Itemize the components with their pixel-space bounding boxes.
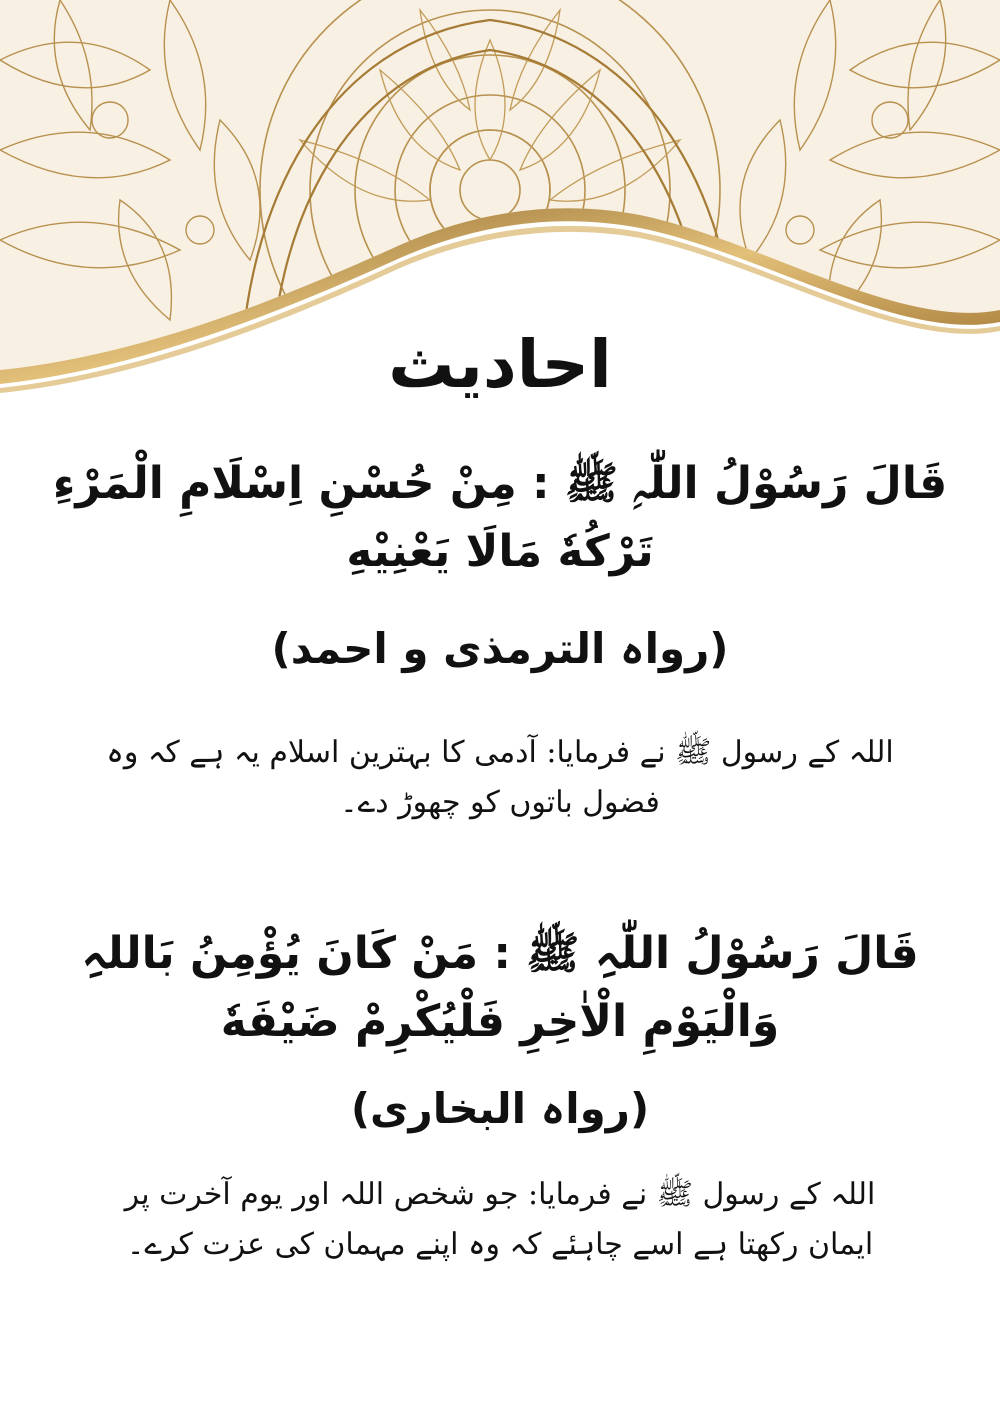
hadith-2-reference: (رواہ البخاری)	[350, 1084, 650, 1133]
hadith-1-reference: (رواہ الترمذی و احمد)	[271, 624, 729, 673]
hadith-2-urdu-translation: اللہ کے رسول ﷺ نے فرمایا: جو شخص اللہ اور یوم آخرت پر ایمان رکھتا ہے اسے چاہئے کہ وہ اپنے مہمان کی عزت کرے۔	[124, 1177, 876, 1262]
hadith-2-arabic-text: قَالَ رَسُوْلُ اللّٰہِ ﷺ : مَنْ کَانَ یُؤْمِنُ بَاللہِ وَالْیَوْمِ الْاٰخِرِ فَلْیُکْرِمْ ضَیْفَهٗ	[81, 928, 919, 1048]
hadith-1-arabic-text: قَالَ رَسُوْلُ اللّٰہِ ﷺ : مِنْ حُسْنِ اِسْلَامِ الْمَرْءِ تَرْکُهٗ مَالَا یَعْنِیْهِ	[52, 458, 948, 578]
hadith-1-urdu-translation: اللہ کے رسول ﷺ نے فرمایا: آدمی کا بہترین اسلام یہ ہے کہ وہ فضول باتوں کو چھوڑ دے۔	[106, 735, 894, 820]
page-title: احادیث	[388, 326, 612, 403]
